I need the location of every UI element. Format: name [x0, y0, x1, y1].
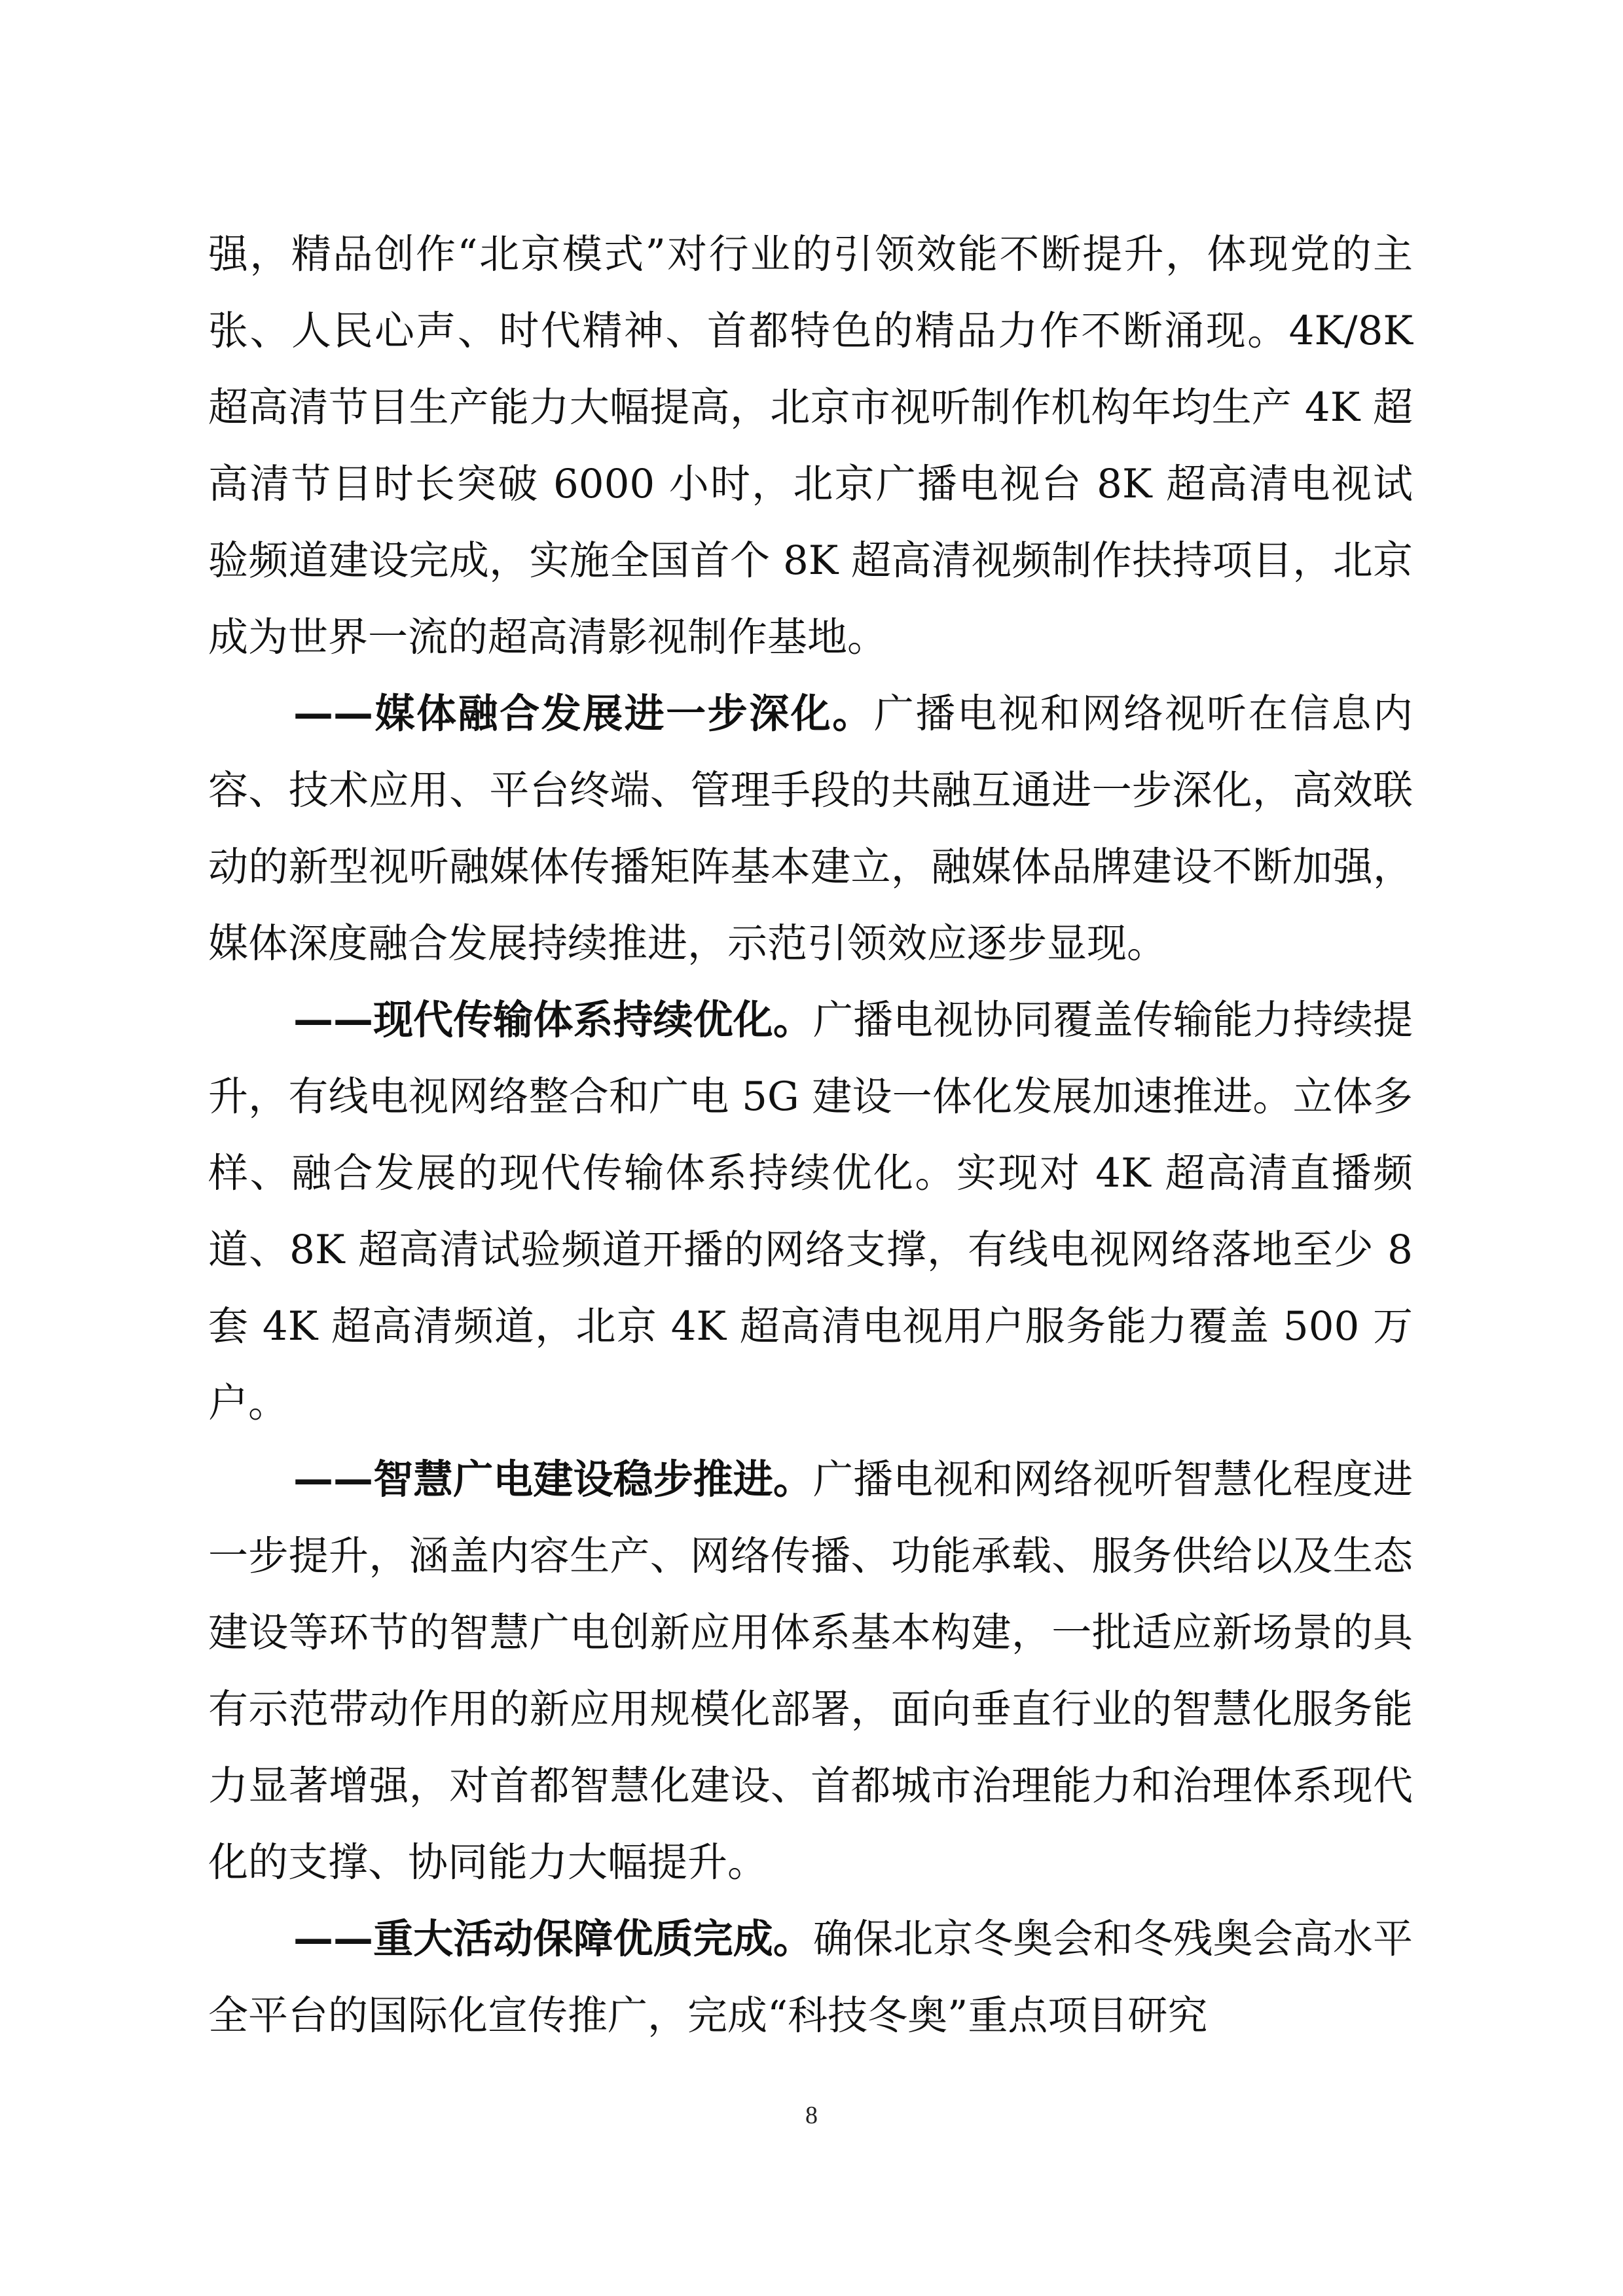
paragraph-continuation: [208, 216, 1413, 675]
paragraph-lead: ——媒体融合发展进一步深化。: [293, 691, 874, 737]
paragraph-transmission-system: [208, 982, 1413, 1441]
paragraph-smart-broadcasting: [208, 1441, 1413, 1901]
body-text: [208, 216, 1413, 2054]
paragraph-lead: ——现代传输体系持续优化。: [293, 997, 813, 1043]
page-number: 8: [805, 2102, 818, 2129]
paragraph-text: 强，精品创作“北京模式”对行业的引领效能不断提升，体现党的主张、人民心声、时代精神、首都特色的精品力作不断涌现。4K/8K 超高清节目生产能力大幅提高，北京市视听制作机构年均生产 4K 超高清节目时长突破 6000 小时，北京广播电视台 8K 超高清电视试验频道建设完成，实施全国首个 8K 超高清视频制作扶持项目，北京成为世界一流的超高清影视制作基地。: [208, 231, 1413, 660]
paragraph-text: 确保北京冬奥会和冬残奥会高水平全平台的国际化宣传推广，完成“科技冬奥”重点项目研究: [208, 1916, 1413, 2039]
paragraph-lead: ——智慧广电建设稳步推进。: [293, 1456, 813, 1503]
paragraph-text: 广播电视和网络视听智慧化程度进一步提升，涵盖内容生产、网络传播、功能承载、服务供给以及生态建设等环节的智慧广电创新应用体系基本构建，一批适应新场景的具有示范带动作用的新应用规模化部署，面向垂直行业的智慧化服务能力显著增强，对首都智慧化建设、首都城市治理能力和治理体系现代化的支撑、协同能力大幅提升。: [208, 1456, 1413, 1886]
paragraph-text: 广播电视协同覆盖传输能力持续提升，有线电视网络整合和广电 5G 建设一体化发展加速推进。立体多样、融合发展的现代传输体系持续优化。实现对 4K 超高清直播频道、8K 超高清试验频道开播的网络支撑，有线电视网络落地至少 8 套 4K 超高清频道，北京 4K 超高清电视用户服务能力覆盖 500 万户。: [208, 997, 1413, 1426]
paragraph-major-events: [208, 1901, 1413, 2054]
paragraph-lead: ——重大活动保障优质完成。: [293, 1916, 813, 1962]
paragraph-text: 广播电视和网络视听在信息内容、技术应用、平台终端、管理手段的共融互通进一步深化，高效联动的新型视听融媒体传播矩阵基本建立，融媒体品牌建设不断加强，媒体深度融合发展持续推进，示范引领效应逐步显现。: [208, 691, 1413, 967]
paragraph-media-convergence: [208, 675, 1413, 982]
